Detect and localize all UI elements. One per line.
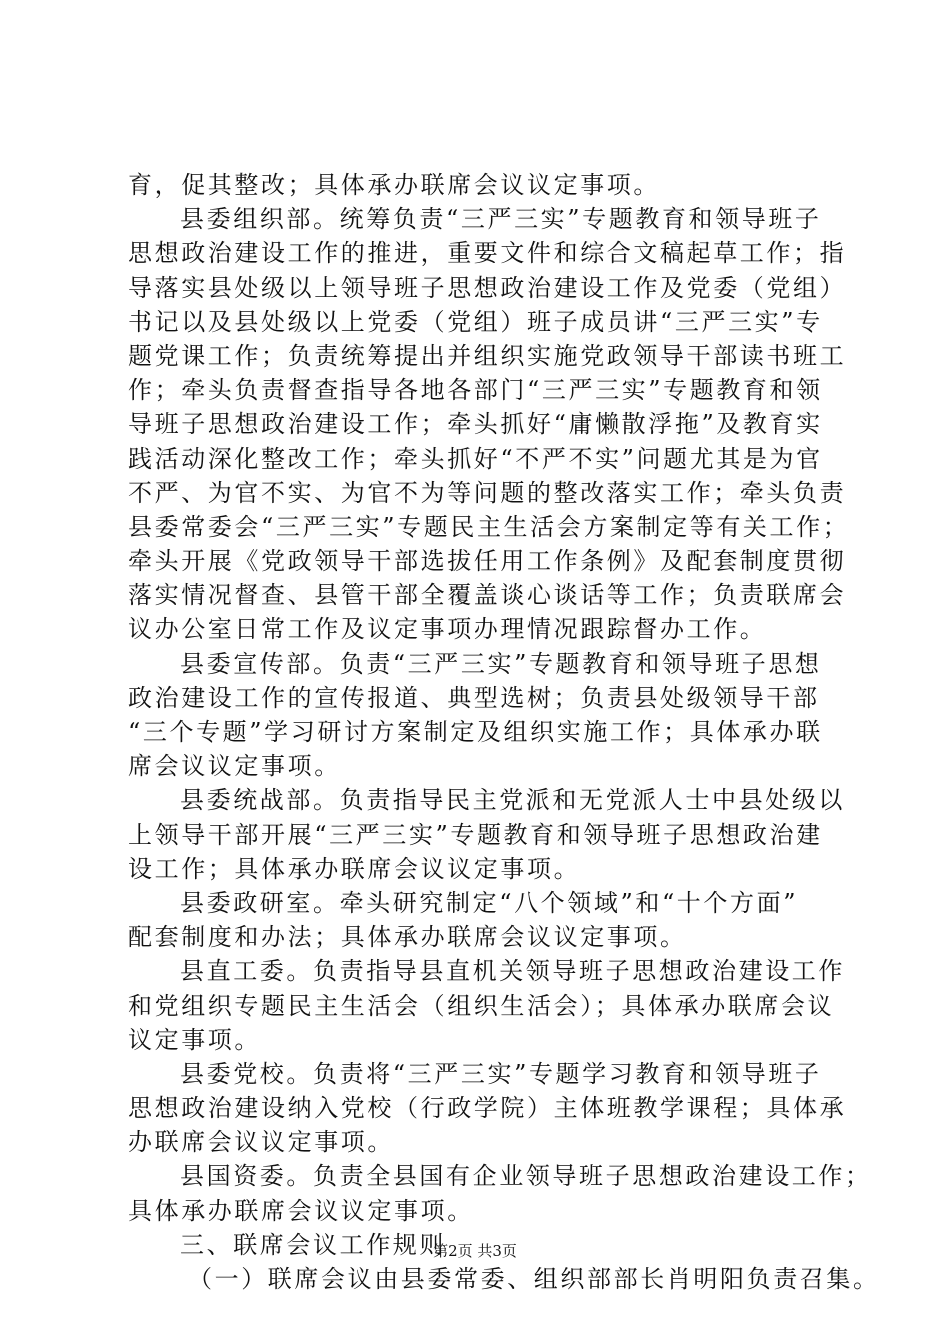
text-line: 设工作；具体承办联席会议议定事项。	[128, 854, 581, 883]
text-line: 具体承办联席会议议定事项。	[128, 1196, 474, 1225]
paragraph-start-line: 县委宣传部。负责“三严三实”专题教育和领导班子思想	[180, 649, 822, 678]
text-line: 落实情况督查、县管干部全覆盖谈心谈话等工作；负责联席会	[128, 581, 847, 610]
paragraph-start-line: 县委政研室。牵头研究制定“八个领域”和“十个方面”	[180, 888, 799, 917]
text-line: 思想政治建设纳入党校（行政学院）主体班教学课程；具体承	[128, 1094, 847, 1123]
subsection-line: （一）联席会议由县委常委、组织部部长肖明阳负责召集。	[188, 1265, 880, 1293]
text-line: 导落实县处级以上领导班子思想政治建设工作及党委（党组）	[128, 273, 847, 302]
text-line: 不严、为官不实、为官不为等问题的整改落实工作；牵头负责	[128, 478, 847, 507]
text-line: 作；牵头负责督查指导各地各部门“三严三实”专题教育和领	[128, 376, 823, 405]
text-line: 办联席会议议定事项。	[128, 1128, 394, 1157]
page-number-footer: 第2页 共3页	[433, 1242, 517, 1260]
text-line: 议办公室日常工作及议定事项办理情况跟踪督办工作。	[128, 615, 767, 644]
text-line: 县委常委会“三严三实”专题民主生活会方案制定等有关工作；	[128, 512, 850, 541]
paragraph-start-line: 县委党校。负责将“三严三实”专题学习教育和领导班子	[180, 1059, 822, 1088]
text-line: 导班子思想政治建设工作；牵头抓好“庸懒散浮拖”及教育实	[128, 410, 823, 439]
text-line: 育，促其整改；具体承办联席会议议定事项。	[128, 171, 660, 199]
paragraph-start-line: 县委组织部。统筹负责“三严三实”专题教育和领导班子	[180, 205, 822, 234]
paragraph-start-line: 县直工委。负责指导县直机关领导班子思想政治建设工作	[180, 957, 845, 986]
text-line: 席会议议定事项。	[128, 752, 341, 781]
text-line: 和党组织专题民主生活会（组织生活会）；具体承办联席会议	[128, 991, 835, 1020]
paragraph-start-line: 县国资委。负责全县国有企业领导班子思想政治建设工作；	[180, 1162, 872, 1191]
text-line: 牵头开展《党政领导干部选拔任用工作条例》及配套制度贯彻	[128, 547, 847, 576]
text-line: 践活动深化整改工作；牵头抓好“不严不实”问题尤其是为官	[128, 444, 823, 473]
document-body	[128, 168, 880, 1296]
text-line: 思想政治建设工作的推进，重要文件和综合文稿起草工作；指	[128, 239, 847, 268]
text-line: “三个专题”学习研讨方案制定及组织实施工作；具体承办联	[128, 718, 823, 746]
text-line: 上领导干部开展“三严三实”专题教育和领导班子思想政治建	[128, 820, 823, 849]
text-line: 书记以及县处级以上党委（党组）班子成员讲“三严三实”专	[128, 307, 823, 336]
text-line: 政治建设工作的宣传报道、典型选树；负责县处级领导干部	[128, 683, 820, 712]
text-line: 配套制度和办法；具体承办联席会议议定事项。	[128, 923, 687, 952]
section-heading: 三、联席会议工作规则	[180, 1230, 446, 1259]
paragraph-start-line: 县委统战部。负责指导民主党派和无党派人士中县处级以	[180, 786, 845, 815]
text-line: 题党课工作；负责统筹提出并组织实施党政领导干部读书班工	[128, 341, 847, 370]
text-line: 议定事项。	[128, 1025, 261, 1054]
